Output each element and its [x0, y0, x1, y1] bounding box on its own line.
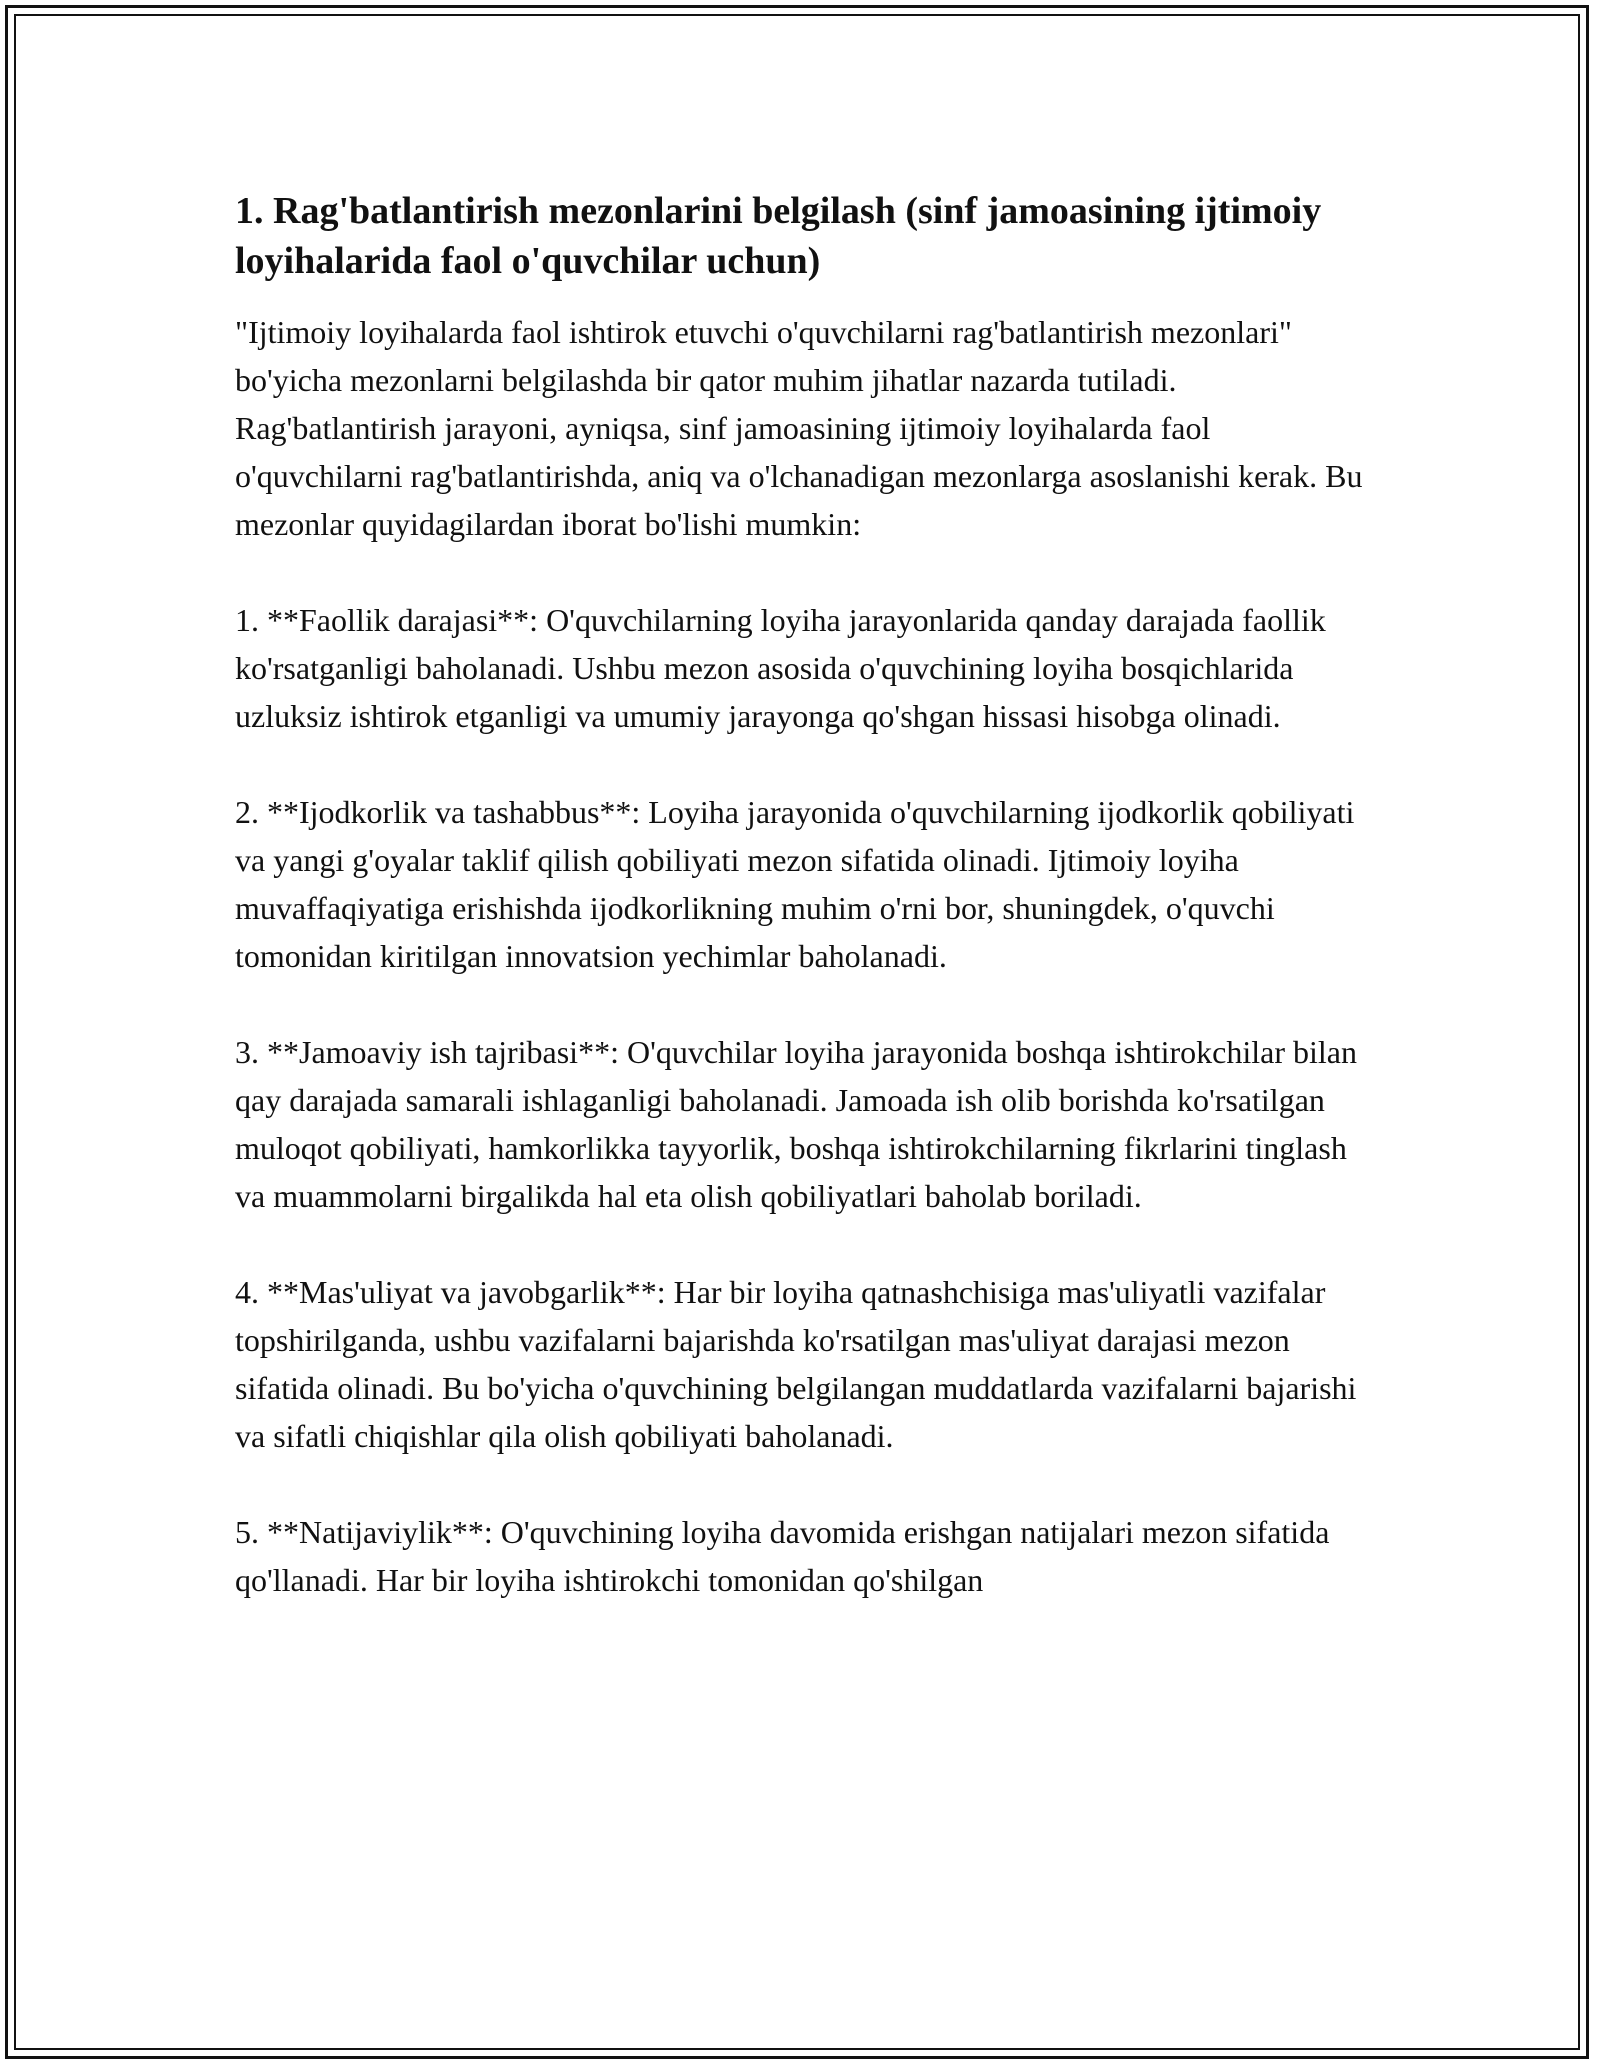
document-body	[235, 186, 1365, 1652]
criterion-creativity-initiative: 2. **Ijodkorlik va tashabbus**: Loyiha jarayonida o'quvchilarning ijodkorlik qobiliyati va yangi g'oyalar taklif qilish qobiliyati mezon sifatida olinadi. Ijtimoiy loyiha muvaffaqiyatiga erishishda ijodkorlikning muhim o'rni bor, shuningdek, o'quvchi tomonidan kiritilgan innovatsion yechimlar baholanadi.	[235, 794, 1355, 974]
criterion-teamwork-experience: 3. **Jamoaviy ish tajribasi**: O'quvchilar loyiha jarayonida boshqa ishtirokchilar bilan qay darajada samarali ishlaganligi baholanadi. Jamoada ish olib borishda ko'rsatilgan muloqot qobiliyati, hamkorlikka tayyorlik, boshqa ishtirokchilarning fikrlarini tinglash va muammolarni birgalikda hal eta olish qobiliyatlari baholab boriladi.	[235, 1034, 1357, 1214]
criterion-responsibility: 4. **Mas'uliyat va javobgarlik**: Har bir loyiha qatnashchisiga mas'uliyatli vazifalar topshirilganda, ushbu vazifalarni bajarishda ko'rsatilgan mas'uliyat darajasi mezon sifatida olinadi. Bu bo'yicha o'quvchining belgilangan muddatlarda vazifalarni bajarishi va sifatli chiqishlar qila olish qobiliyati baholanadi.	[235, 1274, 1357, 1454]
criterion-results: 5. **Natijaviylik**: O'quvchining loyiha davomida erishgan natijalari mezon sifatida qo'llanadi. Har bir loyiha ishtirokchi tomonidan qo'shilgan	[235, 1514, 1330, 1598]
criterion-activity-level: 1. **Faollik darajasi**: O'quvchilarning loyiha jarayonlarida qanday darajada faollik ko'rsatganligi baholanadi. Ushbu mezon asosida o'quvchining loyiha bosqichlarida uzluksiz ishtirok etganligi va umumiy jarayonga qo'shgan hissasi hisobga olinadi.	[235, 602, 1326, 734]
section-title: 1. Rag'batlantirish mezonlarini belgilash (sinf jamoasining ijtimoiy loyihalarida faol o'quvchilar uchun)	[235, 190, 1322, 282]
intro-paragraph: "Ijtimoiy loyihalarda faol ishtirok etuvchi o'quvchilarni rag'batlantirish mezonlari" bo'yicha mezonlarni belgilashda bir qator muhim jihatlar nazarda tutiladi. Rag'batlantirish jarayoni, ayniqsa, sinf jamoasining ijtimoiy loyihalarda faol o'quvchilarni rag'batlantirishda, aniq va o'lchanadigan mezonlarga asoslanishi kerak. Bu mezonlar quyidagilardan iborat bo'lishi mumkin:	[235, 314, 1363, 542]
